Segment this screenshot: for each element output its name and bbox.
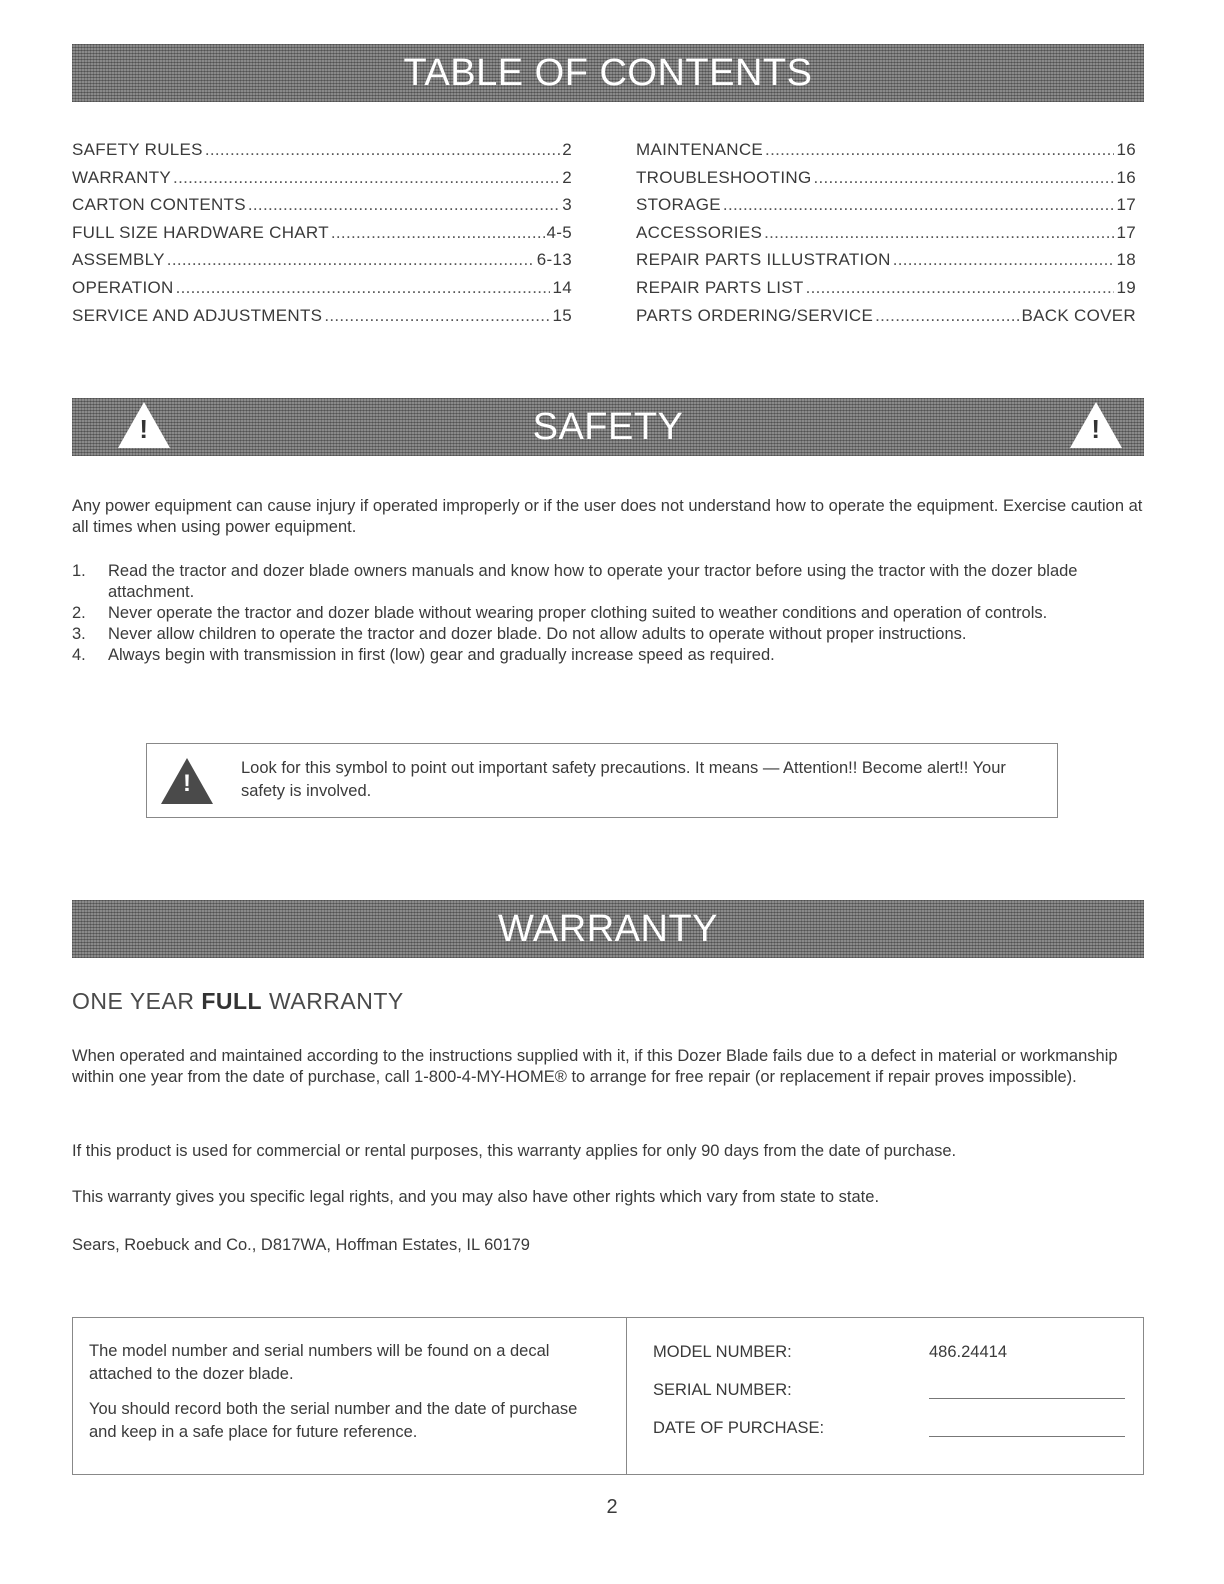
toc-title: TABLE OF CONTENTS (403, 52, 813, 94)
warning-left-icon: ! (118, 402, 170, 448)
list-item: 3. Never allow children to operate the tractor and dozer blade. Do not allow adults to operate without proper instructions. (72, 625, 967, 643)
date-of-purchase-label: DATE OF PURCHASE: (653, 1419, 825, 1437)
toc-entry[interactable]: REPAIR PARTS LIST ..... 19 (636, 274, 1136, 302)
warranty-heading: ONE YEAR FULL WARRANTY (72, 988, 404, 1014)
toc-entry[interactable]: ASSEMBLY ..... 6-13 (72, 246, 572, 274)
warning-right-icon: ! (1070, 402, 1122, 448)
toc-entry[interactable]: CARTON CONTENTS ..... 3 (72, 191, 572, 219)
list-item: 2. Never operate the tractor and dozer blade without wearing proper clothing suited to weather conditions and operation of controls. (72, 604, 1048, 622)
record-instructions (89, 1340, 609, 1444)
toc-entry[interactable]: PARTS ORDERING/SERVICE ..... BACK COVER (636, 302, 1136, 330)
toc-banner (72, 44, 1144, 102)
page-number: 2 (606, 1496, 618, 1518)
date-of-purchase-field[interactable] (929, 1436, 1125, 1437)
toc-entry[interactable]: WARRANTY ..... 2 (72, 164, 572, 192)
toc-left-column (72, 136, 572, 329)
warranty-paragraph: When operated and maintained according to the instructions supplied with it, if this Dozer Blade fails due to a defect in material or workmanship within one year from the date of purchase, call 1-800-4-MY-HOME® to arrange for free repair (or replacement if repair proves impossible). (72, 1047, 1118, 1086)
list-item: 1. Read the tractor and dozer blade owners manuals and know how to operate your tractor before using the tractor with the dozer blade attachment. (72, 562, 1078, 601)
list-item: 4. Always begin with transmission in first (low) gear and gradually increase speed as required. (72, 646, 775, 664)
record-note: The model number and serial numbers will be found on a decal attached to the dozer blade. (89, 1342, 550, 1383)
warranty-paragraph: This warranty gives you specific legal rights, and you may also have other rights which vary from state to state. (72, 1188, 880, 1206)
warranty-title: WARRANTY (497, 908, 719, 950)
toc-entry[interactable]: TROUBLESHOOTING ..... 16 (636, 164, 1136, 192)
toc-entry[interactable]: ACCESSORIES ..... 17 (636, 219, 1136, 247)
box-divider (626, 1318, 627, 1474)
toc-entry[interactable]: STORAGE ..... 17 (636, 191, 1136, 219)
safety-banner (72, 398, 1144, 456)
safety-symbol-notice (146, 743, 1058, 818)
record-note: You should record both the serial number and the date of purchase and keep in a safe place for future reference. (89, 1400, 578, 1441)
warranty-paragraph: If this product is used for commercial or rental purposes, this warranty applies for only 90 days from the date of purchase. (72, 1142, 957, 1160)
safety-rules-list (72, 561, 1147, 666)
record-info-box (72, 1317, 1144, 1475)
toc-right-column (636, 136, 1136, 329)
toc-entry[interactable]: SERVICE AND ADJUSTMENTS ..... 15 (72, 302, 572, 330)
toc-entry[interactable]: REPAIR PARTS ILLUSTRATION ..... 18 (636, 246, 1136, 274)
toc-entry[interactable]: MAINTENANCE ..... 16 (636, 136, 1136, 164)
safety-title: SAFETY (532, 406, 684, 448)
warranty-address: Sears, Roebuck and Co., D817WA, Hoffman Estates, IL 60179 (72, 1236, 530, 1254)
toc-entry[interactable]: OPERATION ..... 14 (72, 274, 572, 302)
warranty-banner (72, 900, 1144, 958)
warning-icon: ! (161, 758, 213, 804)
toc-entry[interactable]: FULL SIZE HARDWARE CHART ..... 4-5 (72, 219, 572, 247)
model-number-label: MODEL NUMBER: (653, 1343, 792, 1361)
serial-number-label: SERIAL NUMBER: (653, 1381, 792, 1399)
safety-intro: Any power equipment can cause injury if operated improperly or if the user does not understand how to operate the equipment. Exercise caution at all times when using power equipment. (72, 497, 1143, 536)
toc-entry[interactable]: SAFETY RULES ..... 2 (72, 136, 572, 164)
notice-text: Look for this symbol to point out important safety precautions. It means — Attention!! Become alert!! Your safety is involved. (241, 759, 1006, 800)
model-number-value: 486.24414 (929, 1343, 1007, 1361)
serial-number-field[interactable] (929, 1398, 1125, 1399)
